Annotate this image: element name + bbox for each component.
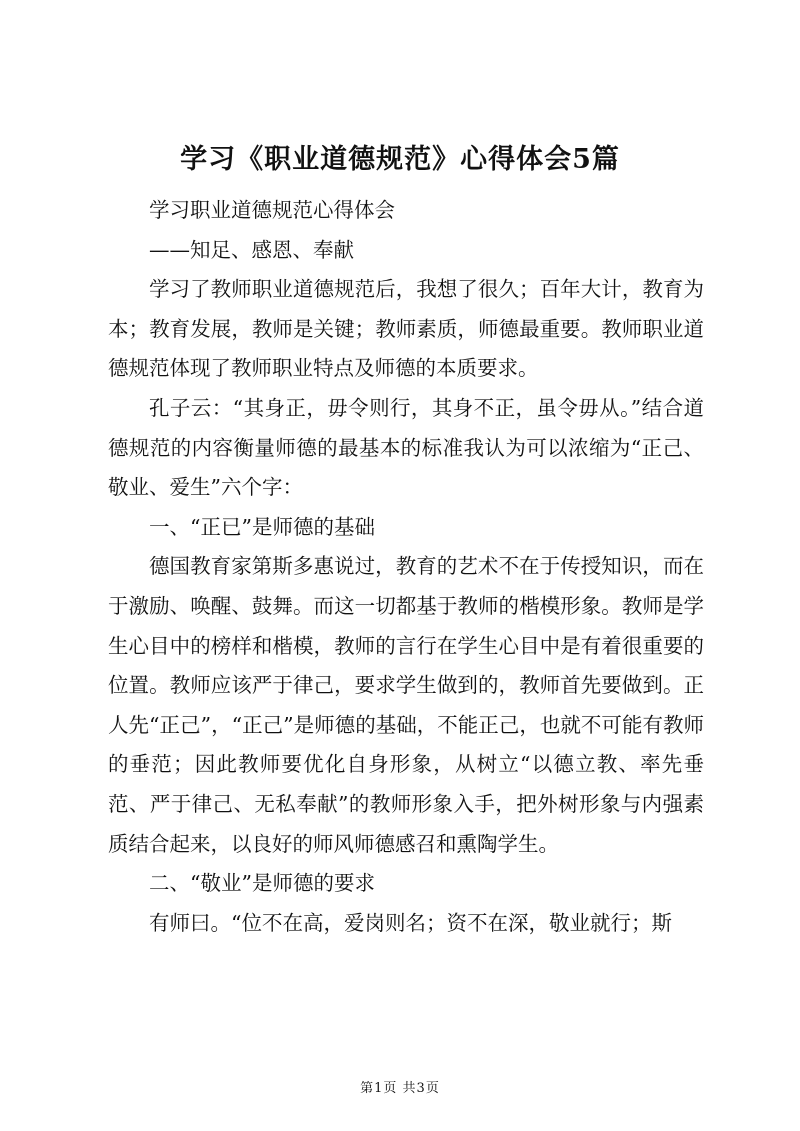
- paragraph-theme: ——知足、感恩、奉献: [149, 237, 354, 262]
- section-heading-one: 一、“正已”是师德的基础: [149, 514, 375, 539]
- paragraph-intro: 学习了教师职业道德规范后，我想了很久；百年大计，教育为本；教育发展，教师是关键；教师素质，师德最重要。教师职业道德规范体现了教师职业特点及师德的本质要求。: [108, 277, 704, 381]
- document-body: [108, 191, 704, 943]
- paragraph-confucius: 孔子云：“其身正，毋令则行，其身不正，虽令毋从。”结合道德规范的内容衡量师德的最基本的标准我认为可以浓缩为“正己、敬业、爱生”六个字：: [108, 395, 704, 500]
- section-heading-two: 二、“敬业”是师德的要求: [149, 871, 375, 896]
- paragraph-subtitle: 学习职业道德规范心得体会: [149, 198, 395, 222]
- paragraph-section-one: 德国教育家第斯多惠说过，教育的艺术不在于传授知识，而在于激励、唤醒、鼓舞。而这一切都基于教师的楷模形象。教师是学生心目中的榜样和楷模，教师的言行在学生心目中是有着很重要的位置。教师应该严于律己，要求学生做到的，教师首先要做到。正人先“正己”，“正己”是师德的基础，不能正己，也就不可能有教师的垂范；因此教师要优化自身形象，从树立“以德立教、率先垂范、严于律己、无私奉献”的教师形象入手，把外树形象与内强素质结合起来，以良好的师风师德感召和熏陶学生。: [108, 554, 704, 856]
- document-title: 学习《职业道德规范》心得体会5篇: [180, 144, 620, 175]
- paragraph-section-two: 有师曰。“位不在高，爱岗则名；资不在深，敬业就行；斯: [149, 910, 672, 935]
- page-number-footer: 第1页 共3页: [360, 1081, 440, 1096]
